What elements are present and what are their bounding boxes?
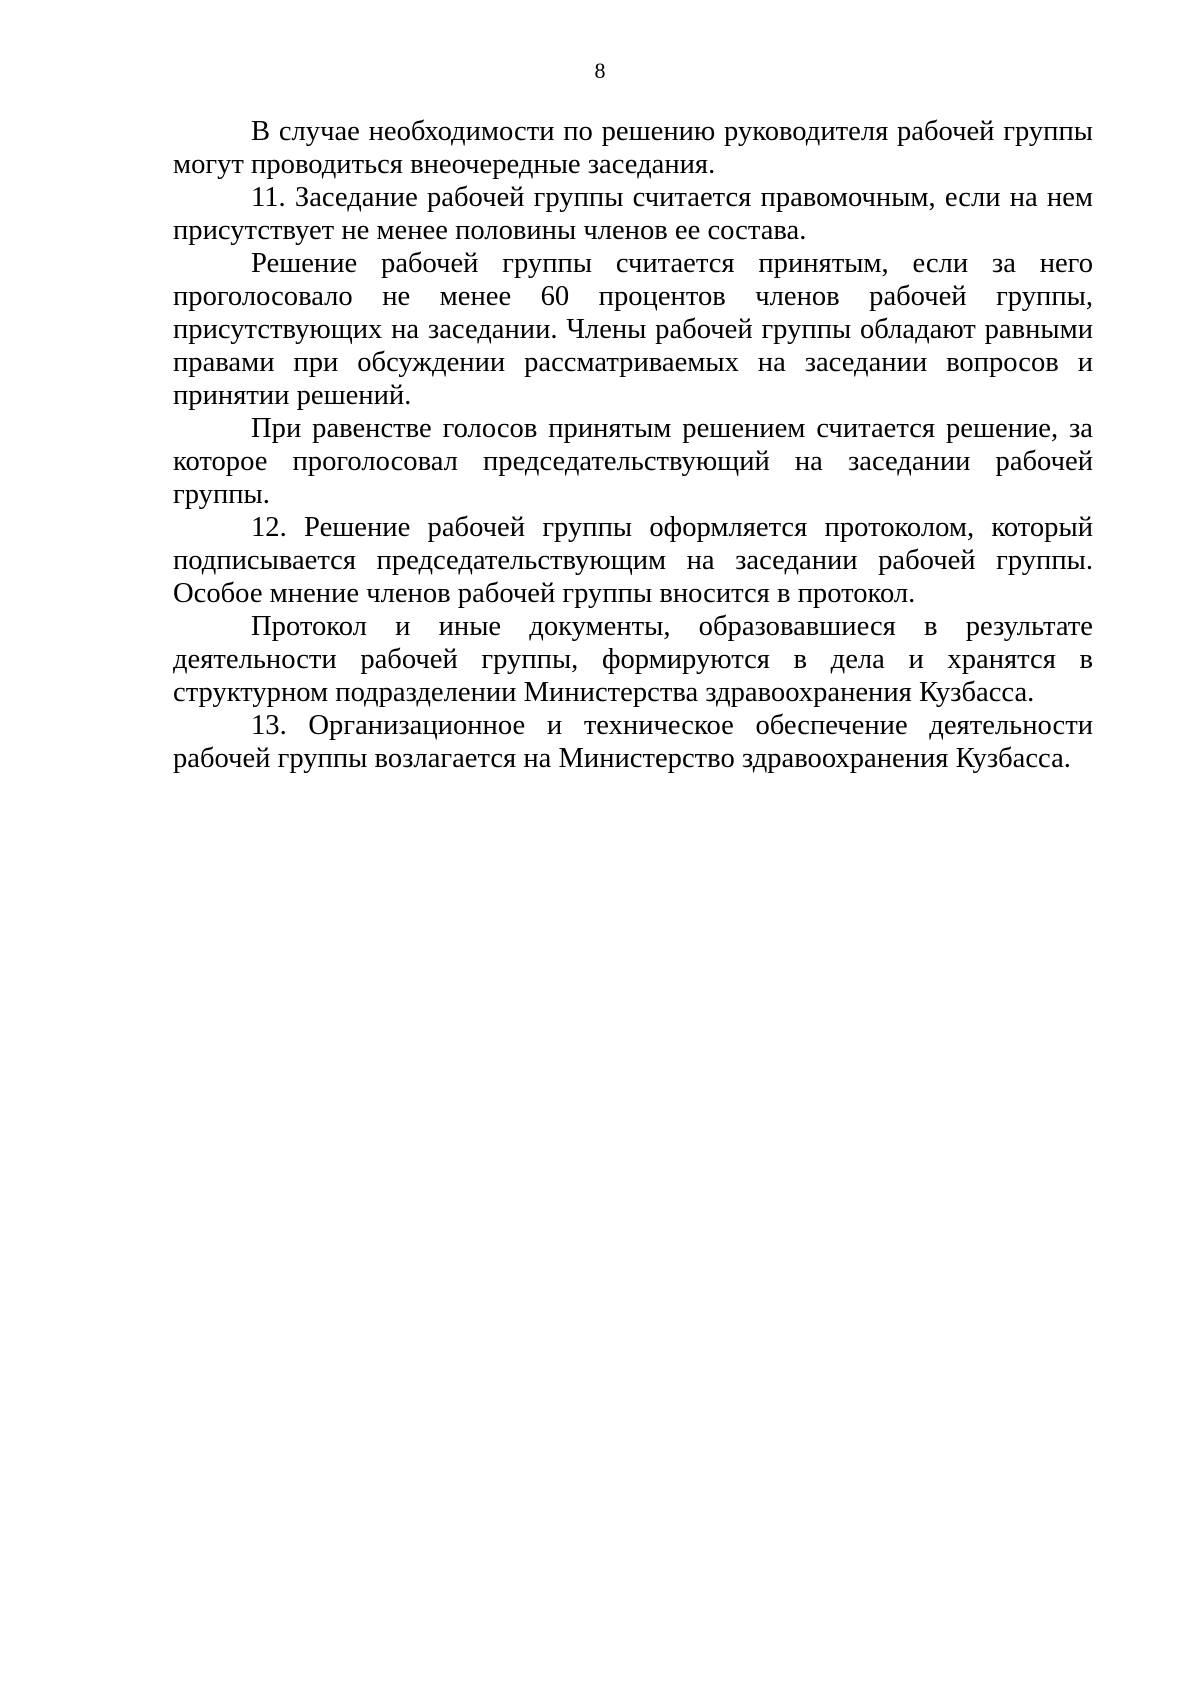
page-number: 8 [594, 58, 606, 83]
paragraph-12-protocol: 12. Решение рабочей группы оформляется протоколом, который подписывается председательствующим на заседании рабочей группы. Особое мнение членов рабочей группы вносится в протокол. [173, 512, 1093, 609]
paragraph-tie-vote: При равенстве голосов принятым решением считается решение, за которое проголосовал председательствующий на заседании рабочей группы. [173, 413, 1093, 510]
paragraph-11-quorum: 11. Заседание рабочей группы считается правомочным, если на нем присутствует не менее половины членов ее состава. [173, 182, 1093, 246]
paragraph-13-support: 13. Организационное и техническое обеспечение деятельности рабочей группы возлагается на Министерство здравоохранения Кузбасса. [173, 710, 1093, 774]
document-body [173, 115, 1093, 775]
paragraph-records-storage: Протокол и иные документы, образовавшиеся в результате деятельности рабочей группы, формируются в дела и хранятся в структурном подразделении Министерства здравоохранения Кузбасса. [173, 611, 1093, 708]
paragraph-extraordinary-meetings: В случае необходимости по решению руководителя рабочей группы могут проводиться внеочередные заседания. [173, 116, 1093, 180]
paragraph-decision-adoption: Решение рабочей группы считается принятым, если за него проголосовало не менее 60 процентов членов рабочей группы, присутствующих на заседании. Члены рабочей группы обладают равными правами при обсуждении рассматриваемых на заседании вопросов и принятии решений. [173, 248, 1093, 411]
